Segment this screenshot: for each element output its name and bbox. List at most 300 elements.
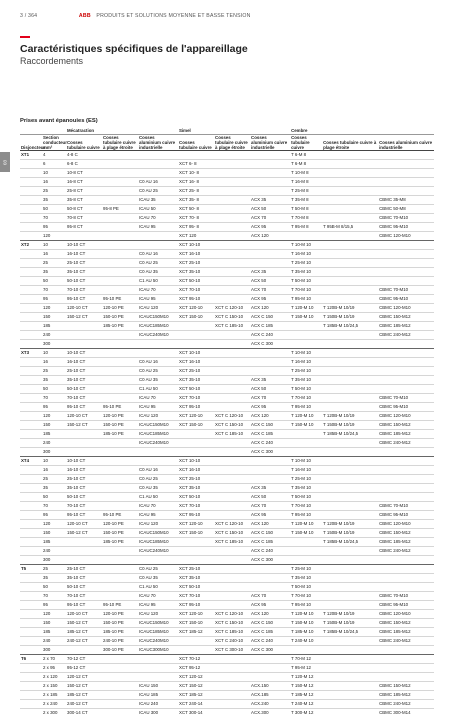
table-cell: T 70-M 10 xyxy=(290,592,322,601)
col-header: Cosses tubulaire cuivre à plage étroite xyxy=(102,135,138,151)
breaker-cell xyxy=(20,691,42,700)
table-cell: ICAU 120 xyxy=(138,304,178,313)
table-cell: T 10-M 10 xyxy=(290,241,322,250)
table-cell: XCT 50-10 xyxy=(178,277,214,286)
table-row xyxy=(20,502,434,511)
table-cell xyxy=(102,358,138,367)
breaker-cell xyxy=(20,475,42,484)
table-cell xyxy=(378,169,434,178)
table-cell xyxy=(322,601,378,610)
table-cell: T 95-M 8 xyxy=(290,223,322,232)
col-header: Cosses tubulaire cuivre xyxy=(290,135,322,151)
table-cell: 35 xyxy=(42,484,66,493)
table-cell xyxy=(214,511,250,520)
breaker-cell xyxy=(20,601,42,610)
table-cell: ACX 95 xyxy=(250,403,290,412)
table-cell xyxy=(102,160,138,169)
table-cell: 25-10 CT xyxy=(66,259,102,268)
table-cell xyxy=(322,682,378,691)
table-cell xyxy=(250,241,290,250)
table-row xyxy=(20,178,434,187)
table-cell: CBMC 150-M12 xyxy=(378,421,434,430)
table-cell xyxy=(290,646,322,655)
table-cell: ICAU 120 xyxy=(138,610,178,619)
breaker-cell xyxy=(20,358,42,367)
table-cell xyxy=(378,151,434,160)
table-cell xyxy=(322,241,378,250)
table-cell xyxy=(322,394,378,403)
table-cell: T 70-M 10 xyxy=(290,502,322,511)
breaker-cell xyxy=(20,376,42,385)
table-cell: ICAU 185 xyxy=(138,691,178,700)
table-cell: 120-10 CT xyxy=(66,412,102,421)
breaker-cell: T6 xyxy=(20,655,42,664)
table-cell xyxy=(322,214,378,223)
table-cell: ACX C 300 xyxy=(250,646,290,655)
table-cell: ICAU 240 xyxy=(138,700,178,709)
table-cell: XCT C 150-10 xyxy=(214,529,250,538)
table-cell: 4 xyxy=(42,151,66,160)
table-cell: 185 xyxy=(42,322,66,331)
table-cell: T 16-M 10 xyxy=(290,358,322,367)
table-cell: 35-8 CT xyxy=(66,196,102,205)
table-cell xyxy=(102,493,138,502)
table-cell xyxy=(138,673,178,682)
table-cell: 95 xyxy=(42,403,66,412)
breaker-cell xyxy=(20,520,42,529)
section-name: PRODUITS ET SOLUTIONS MOYENNE ET BASSE TENSION xyxy=(96,13,250,19)
table-cell: ACX C 185 xyxy=(250,538,290,547)
table-cell xyxy=(250,358,290,367)
table-cell: ICAU 120 xyxy=(138,520,178,529)
table-cell: CBMC 95-M10 xyxy=(378,223,434,232)
table-cell: 95-10 CT xyxy=(66,511,102,520)
table-cell: XCT 120 xyxy=(178,232,214,241)
table-cell: XCT 35- 8 xyxy=(178,196,214,205)
table-row xyxy=(20,340,434,349)
breaker-cell xyxy=(20,664,42,673)
table-cell: CBMC 240-M12 xyxy=(378,439,434,448)
table-cell: XCT 10-10 xyxy=(178,349,214,358)
breaker-cell xyxy=(20,331,42,340)
table-cell xyxy=(378,367,434,376)
table-cell: ICAU 95 xyxy=(138,295,178,304)
table-cell xyxy=(322,232,378,241)
table-cell: T 240-M 12 xyxy=(290,700,322,709)
table-cell: CBMC 150-M12 xyxy=(378,682,434,691)
breaker-cell xyxy=(20,385,42,394)
table-cell xyxy=(214,340,250,349)
table-cell: ICAUC240M10 xyxy=(138,331,178,340)
table-cell xyxy=(102,169,138,178)
table-cell xyxy=(378,241,434,250)
table-cell xyxy=(378,475,434,484)
table-cell xyxy=(378,349,434,358)
breaker-cell xyxy=(20,583,42,592)
table-cell: 25-10 CT xyxy=(66,565,102,574)
col-header: Cosses aluminium cuivre industrielle xyxy=(250,135,290,151)
breaker-cell xyxy=(20,538,42,547)
table-cell: T 300-M 12 xyxy=(290,709,322,717)
table-row xyxy=(20,475,434,484)
table-cell xyxy=(102,394,138,403)
table-cell: XCT C 150-10 xyxy=(214,313,250,322)
table-cell: 50-10 CT xyxy=(66,493,102,502)
table-cell xyxy=(322,565,378,574)
table-cell xyxy=(322,358,378,367)
table-cell: ICAUC240M10 xyxy=(138,637,178,646)
table-row xyxy=(20,457,434,466)
col-header: Cosses tubulaire cuivre à plage étroite xyxy=(322,135,378,151)
table-cell xyxy=(290,322,322,331)
table-cell: XCT C 150-10 xyxy=(214,619,250,628)
table-cell: XCT 95-10 xyxy=(178,295,214,304)
table-cell: ICAUC300M10 xyxy=(138,646,178,655)
table-cell: 120-10 PE xyxy=(102,520,138,529)
breaker-cell xyxy=(20,250,42,259)
col-header: Section conducteur mm² xyxy=(42,135,66,151)
table-cell xyxy=(378,448,434,457)
table-cell: 120-10 CT xyxy=(66,610,102,619)
table-cell xyxy=(322,448,378,457)
table-cell xyxy=(378,358,434,367)
table-row xyxy=(20,367,434,376)
brand-logo: ABB xyxy=(79,13,91,19)
table-cell xyxy=(102,331,138,340)
table-row xyxy=(20,691,434,700)
table-cell xyxy=(322,286,378,295)
table-cell: 2 x 120 xyxy=(42,673,66,682)
table-cell xyxy=(178,340,214,349)
table-row xyxy=(20,709,434,717)
table-row xyxy=(20,358,434,367)
table-cell: T 70-M 12 xyxy=(290,655,322,664)
table-cell: XCT 25-10 xyxy=(178,259,214,268)
breaker-cell: XT1 xyxy=(20,151,42,160)
table-cell xyxy=(250,169,290,178)
table-cell xyxy=(214,223,250,232)
table-cell xyxy=(138,169,178,178)
table-cell xyxy=(250,565,290,574)
breaker-cell xyxy=(20,574,42,583)
table-cell: XCT 120-10 xyxy=(178,520,214,529)
table-cell xyxy=(102,340,138,349)
table-cell xyxy=(214,574,250,583)
table-cell: 6-8 C xyxy=(66,160,102,169)
table-cell: 16 xyxy=(42,358,66,367)
table-cell: 120-10 CT xyxy=(66,520,102,529)
table-cell xyxy=(66,439,102,448)
table-row xyxy=(20,250,434,259)
table-cell xyxy=(102,547,138,556)
table-cell: 185-10 PE xyxy=(102,322,138,331)
table-cell: 50 xyxy=(42,205,66,214)
table-cell xyxy=(214,169,250,178)
table-cell: T 95-M 10 xyxy=(290,601,322,610)
table-row xyxy=(20,295,434,304)
breaker-cell xyxy=(20,367,42,376)
table-cell: ACX 35 xyxy=(250,376,290,385)
table-cell: CBMC 120-M10 xyxy=(378,304,434,313)
table-row xyxy=(20,376,434,385)
table-cell: T 95-M 12 xyxy=(290,664,322,673)
table-cell: XCT 95- 8 xyxy=(178,223,214,232)
table-cell xyxy=(322,646,378,655)
table-cell xyxy=(322,277,378,286)
table-cell xyxy=(290,331,322,340)
table-cell: 70-10 CT xyxy=(66,592,102,601)
table-cell: ACX C 240 xyxy=(250,439,290,448)
table-cell xyxy=(290,448,322,457)
table-cell xyxy=(378,565,434,574)
table-cell: 185-12 CT xyxy=(66,628,102,637)
table-cell: XCT 120-12 xyxy=(178,673,214,682)
table-cell xyxy=(214,583,250,592)
table-cell xyxy=(102,466,138,475)
table-cell: 2 x 185 xyxy=(42,691,66,700)
table-row xyxy=(20,664,434,673)
table-cell xyxy=(102,241,138,250)
table-cell: 300 xyxy=(42,556,66,565)
table-cell: 150-12 CT xyxy=(66,313,102,322)
breaker-cell xyxy=(20,511,42,520)
table-cell: C0 AU 16 xyxy=(138,250,178,259)
table-cell: XCT 16- 8 xyxy=(178,178,214,187)
breaker-cell: XT4 xyxy=(20,457,42,466)
table-cell xyxy=(102,376,138,385)
table-cell: 50-10 CT xyxy=(66,277,102,286)
table-cell: T 25-M 10 xyxy=(290,475,322,484)
table-cell xyxy=(250,664,290,673)
table-cell xyxy=(214,403,250,412)
column-header-row xyxy=(20,135,434,151)
table-cell: ACX 70 xyxy=(250,502,290,511)
table-cell xyxy=(138,448,178,457)
table-cell xyxy=(66,430,102,439)
table-cell: ICAU 150 xyxy=(138,682,178,691)
table-cell: XCT 185-12 xyxy=(178,691,214,700)
table-cell xyxy=(214,205,250,214)
table-cell: XCT C 185-10 xyxy=(214,430,250,439)
table-cell: 16 xyxy=(42,178,66,187)
table-cell xyxy=(214,439,250,448)
table-cell xyxy=(378,664,434,673)
table-cell xyxy=(250,349,290,358)
table-cell xyxy=(102,259,138,268)
table-cell: 35 xyxy=(42,376,66,385)
table-cell: C0 AU 25 xyxy=(138,475,178,484)
table-cell xyxy=(322,376,378,385)
table-cell xyxy=(214,448,250,457)
table-cell: 70-12 CT xyxy=(66,655,102,664)
table-cell xyxy=(214,547,250,556)
table-cell: CBMC 95-M10 xyxy=(378,511,434,520)
table-cell: 35-10 CT xyxy=(66,376,102,385)
table-cell xyxy=(178,538,214,547)
table-cell: CBMC 70-M10 xyxy=(378,214,434,223)
table-cell xyxy=(250,250,290,259)
table-cell: 16-8 CT xyxy=(66,178,102,187)
table-cell: T 185B-M 10/24,5 xyxy=(322,322,378,331)
table-cell: T 150-M 10 xyxy=(290,313,322,322)
table-cell xyxy=(250,178,290,187)
table-cell: ICAU 95 xyxy=(138,511,178,520)
table-row xyxy=(20,637,434,646)
table-cell: T 120-M 10 xyxy=(290,520,322,529)
table-cell: ACX C 185 xyxy=(250,322,290,331)
breaker-cell xyxy=(20,529,42,538)
table-cell xyxy=(290,232,322,241)
table-cell xyxy=(138,232,178,241)
table-cell: XCT 50-10 xyxy=(178,493,214,502)
table-cell: T 240-M 10 xyxy=(290,637,322,646)
table-cell: T 70-M 8 xyxy=(290,214,322,223)
table-cell: XCT C 185-10 xyxy=(214,322,250,331)
table-cell xyxy=(322,592,378,601)
table-cell xyxy=(178,430,214,439)
table-cell xyxy=(214,241,250,250)
table-cell: 10 xyxy=(42,457,66,466)
table-cell: ICAU 95 xyxy=(138,601,178,610)
table-cell: 240 xyxy=(42,331,66,340)
table-cell xyxy=(178,556,214,565)
table-cell xyxy=(214,664,250,673)
table-cell: XCT 70- 8 xyxy=(178,214,214,223)
table-cell xyxy=(322,187,378,196)
table-row xyxy=(20,322,434,331)
table-cell: CBMC 70-M10 xyxy=(378,502,434,511)
table-cell: 70 xyxy=(42,286,66,295)
table-cell xyxy=(102,439,138,448)
table-cell xyxy=(214,196,250,205)
table-cell: XCT 25-10 xyxy=(178,565,214,574)
table-cell: ACX C 150 xyxy=(250,529,290,538)
breaker-cell xyxy=(20,619,42,628)
table-cell: ICAUC150M10 xyxy=(138,421,178,430)
table-cell: C1 AU 50 xyxy=(138,583,178,592)
table-cell: 35-10 CT xyxy=(66,574,102,583)
table-cell: ACX 35 xyxy=(250,484,290,493)
table-cell: T 50-M 10 xyxy=(290,277,322,286)
breaker-cell xyxy=(20,547,42,556)
breaker-cell xyxy=(20,673,42,682)
col-header: Cosses tubulaire cuivre à plage étroite xyxy=(214,135,250,151)
table-cell: 300-10 PE xyxy=(102,646,138,655)
group-header-simel: Simel xyxy=(178,127,290,135)
table-cell: T 185B-M 10/24,5 xyxy=(322,538,378,547)
table-cell: 120 xyxy=(42,610,66,619)
table-cell: 2 x 240 xyxy=(42,700,66,709)
table-cell: C0 AU 35 xyxy=(138,376,178,385)
table-cell: ACX C 240 xyxy=(250,331,290,340)
table-cell: XCT 95-12 xyxy=(178,664,214,673)
table-row xyxy=(20,241,434,250)
table-cell: ICAU 50 xyxy=(138,205,178,214)
table-cell: XCT 70-10 xyxy=(178,502,214,511)
table-cell: 10-8 CT xyxy=(66,169,102,178)
table-cell: T 95B-M 8/15,5 xyxy=(322,223,378,232)
breaker-cell xyxy=(20,709,42,717)
table-cell: 25-10 CT xyxy=(66,475,102,484)
table-cell xyxy=(102,223,138,232)
table-cell: 95-8 CT xyxy=(66,223,102,232)
table-cell: 150 xyxy=(42,421,66,430)
table-cell xyxy=(102,502,138,511)
table-cell: CBMC 240-M12 xyxy=(378,547,434,556)
table-cell: ICAUC150M10 xyxy=(138,529,178,538)
table-cell xyxy=(322,151,378,160)
table-cell xyxy=(322,295,378,304)
table-cell: XCT 35-10 xyxy=(178,574,214,583)
table-cell: 95-10 CT xyxy=(66,601,102,610)
table-cell: CBMC 120-M10 xyxy=(378,520,434,529)
table-cell: T 6-M 8 xyxy=(290,160,322,169)
table-cell: CBMC 95-M10 xyxy=(378,601,434,610)
table-cell: 185-10 PE xyxy=(102,430,138,439)
table-cell xyxy=(102,673,138,682)
table-cell: 70-8 CT xyxy=(66,214,102,223)
table-cell: 95-10 PE xyxy=(102,295,138,304)
table-cell: C0 AU 25 xyxy=(138,367,178,376)
table-cell xyxy=(214,160,250,169)
breaker-cell xyxy=(20,340,42,349)
table-row xyxy=(20,646,434,655)
table-row xyxy=(20,394,434,403)
table-cell: XCT 16-10 xyxy=(178,250,214,259)
table-cell xyxy=(250,574,290,583)
table-cell: XCT C 120-10 xyxy=(214,304,250,313)
table-cell xyxy=(138,241,178,250)
table-cell: T 150B-M 10/19 xyxy=(322,421,378,430)
table-cell xyxy=(102,583,138,592)
table-cell: T 150B-M 10/19 xyxy=(322,619,378,628)
breaker-cell xyxy=(20,160,42,169)
table-cell xyxy=(214,709,250,717)
table-cell: 300 xyxy=(42,646,66,655)
table-cell xyxy=(250,151,290,160)
table-row xyxy=(20,187,434,196)
table-cell: XCT 150-12 xyxy=(178,682,214,691)
table-cell: ICAU 70 xyxy=(138,286,178,295)
table-row xyxy=(20,331,434,340)
table-cell xyxy=(378,160,434,169)
table-cell xyxy=(138,349,178,358)
table-cell: XCT 150-10 xyxy=(178,529,214,538)
table-cell xyxy=(214,331,250,340)
table-cell: CBMC 185-M12 xyxy=(378,430,434,439)
table-cell xyxy=(178,151,214,160)
table-row xyxy=(20,439,434,448)
table-cell: XCT C 120-10 xyxy=(214,520,250,529)
table-cell xyxy=(214,484,250,493)
table-cell xyxy=(290,439,322,448)
table-cell xyxy=(322,574,378,583)
table-cell xyxy=(214,358,250,367)
table-cell xyxy=(102,367,138,376)
table-cell xyxy=(102,250,138,259)
table-row xyxy=(20,592,434,601)
table-cell: ICAU 300 xyxy=(138,709,178,717)
table-cell: XCT 35-10 xyxy=(178,268,214,277)
page-number: 3 / 364 xyxy=(20,13,37,19)
table-cell: CBMC 70-M10 xyxy=(378,592,434,601)
table-cell: T 35-M 10 xyxy=(290,376,322,385)
table-cell xyxy=(322,403,378,412)
table-cell: ACX C 240 xyxy=(250,637,290,646)
table-cell: CBMC 50-M8 xyxy=(378,205,434,214)
table-cell xyxy=(214,151,250,160)
table-cell: ICAU 120 xyxy=(138,412,178,421)
